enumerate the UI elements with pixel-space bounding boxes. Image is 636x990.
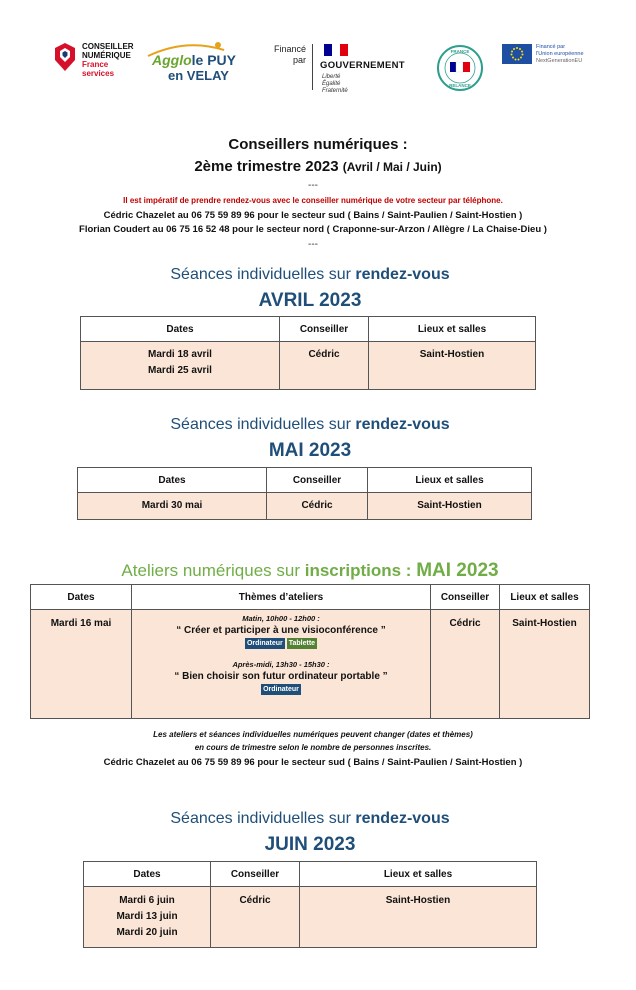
avril-header-lieux: Lieux et salles bbox=[369, 317, 536, 342]
avril-header-dates: Dates bbox=[81, 317, 280, 342]
atelier-date-cell: Mardi 16 mai bbox=[31, 610, 132, 719]
atelier-themes-cell bbox=[132, 610, 431, 719]
session2-time: Après-midi, 13h30 - 15h30 : bbox=[232, 660, 330, 669]
avril-lieu-cell: Saint-Hostien bbox=[369, 342, 536, 390]
gouvernement-logo bbox=[260, 42, 420, 94]
contact-sud: Cédric Chazelet au 06 75 59 89 96 pour le secteur sud ( Bains / Saint-Paulien / Saint-Hostien ) bbox=[103, 210, 523, 221]
ateliers-section-title: Ateliers numériques sur inscriptions : MAI 2023 bbox=[121, 560, 499, 581]
le-puy-word: le PUY bbox=[191, 52, 237, 68]
table-row bbox=[81, 342, 536, 390]
gouvernement-separator bbox=[312, 44, 313, 90]
session2-title: “ Bien choisir son futur ordinateur portable ” bbox=[174, 671, 388, 682]
conseiller-numerique-mark-icon bbox=[54, 42, 76, 72]
mai-table bbox=[77, 467, 532, 520]
juin-conseiller-cell: Cédric bbox=[211, 887, 300, 948]
conseiller-numerique-wordmark: CONSEILLER NUMÉRIQUE France services bbox=[82, 42, 134, 78]
svg-text:RELANCE: RELANCE bbox=[449, 83, 471, 88]
ateliers-header-lieux: Lieux et salles bbox=[500, 585, 590, 610]
note-contact: Cédric Chazelet au 06 75 59 89 96 pour le secteur sud ( Bains / Saint-Paulien / Saint-Hostien ) bbox=[103, 757, 523, 768]
conseiller-numerique-logo bbox=[54, 40, 134, 80]
tag-tablette: Tablette bbox=[288, 640, 316, 647]
mai-header-lieux: Lieux et salles bbox=[368, 468, 532, 493]
ateliers-header-themes: Thèmes d’ateliers bbox=[132, 585, 431, 610]
gouvernement-motto: Liberté Égalité Fraternité bbox=[322, 74, 348, 94]
juin-header-dates: Dates bbox=[84, 862, 211, 887]
atelier-conseiller-cell: Cédric bbox=[431, 610, 500, 719]
note-line2: en cours de trimestre selon le nombre de personnes inscrites. bbox=[194, 743, 432, 752]
gouvernement-label: GOUVERNEMENT bbox=[320, 60, 405, 71]
juin-lieu-cell: Saint-Hostien bbox=[300, 887, 537, 948]
juin-header-lieux: Lieux et salles bbox=[300, 862, 537, 887]
mai-section-title: Séances individuelles sur rendez-vous bbox=[170, 416, 450, 433]
atelier-lieu-cell: Saint-Hostien bbox=[500, 610, 590, 719]
juin-dates-cell: Mardi 6 juin Mardi 13 juin Mardi 20 juin bbox=[84, 887, 211, 948]
mai-lieu-cell: Saint-Hostien bbox=[368, 493, 532, 520]
note-line1: Les ateliers et séances individuelles numériques peuvent changer (dates et thèmes) bbox=[153, 730, 473, 739]
juin-table bbox=[83, 861, 537, 948]
france-relance-logo bbox=[436, 44, 484, 92]
ateliers-table bbox=[30, 584, 590, 719]
avril-dates-cell: Mardi 18 avril Mardi 25 avril bbox=[81, 342, 280, 390]
mai-dates-cell: Mardi 30 mai bbox=[78, 493, 267, 520]
page-subtitle: 2ème trimestre 2023 (Avril / Mai / Juin) bbox=[194, 158, 442, 175]
union-europeenne-logo bbox=[502, 44, 602, 68]
table-row bbox=[78, 493, 532, 520]
eu-label: Financé par l'Union européenne NextGenerationEU bbox=[536, 44, 584, 64]
avril-header-conseiller: Conseiller bbox=[280, 317, 369, 342]
avril-conseiller-cell: Cédric bbox=[280, 342, 369, 390]
agglo-word: Agglo bbox=[152, 52, 192, 68]
juin-section-title: Séances individuelles sur rendez-vous bbox=[170, 810, 450, 827]
session1-time: Matin, 10h00 - 12h00 : bbox=[242, 614, 320, 623]
separator-top: --- bbox=[308, 180, 318, 191]
mai-month-title: MAI 2023 bbox=[268, 440, 352, 461]
finance-par-label: Financé par bbox=[273, 44, 306, 65]
table-row bbox=[31, 610, 590, 719]
en-velay-word: en VELAY bbox=[168, 68, 229, 83]
session1-title: “ Créer et participer à une visioconférence ” bbox=[176, 625, 386, 636]
svg-text:FRANCE: FRANCE bbox=[450, 49, 470, 54]
juin-month-title: JUIN 2023 bbox=[264, 834, 356, 855]
ateliers-header-dates: Dates bbox=[31, 585, 132, 610]
page-title: Conseillers numériques : bbox=[228, 136, 408, 153]
mai-header-dates: Dates bbox=[78, 468, 267, 493]
table-row bbox=[84, 887, 537, 948]
avril-section-title: Séances individuelles sur rendez-vous bbox=[170, 266, 450, 283]
marianne-flag-icon bbox=[324, 44, 348, 56]
eu-flag-icon bbox=[502, 44, 532, 64]
mai-conseiller-cell: Cédric bbox=[267, 493, 368, 520]
contact-nord: Florian Coudert au 06 75 16 52 48 pour le secteur nord ( Craponne-sur-Arzon / Allègre / La Chaise-Dieu ) bbox=[79, 224, 547, 235]
tag-ordinateur: Ordinateur bbox=[246, 640, 283, 647]
agglo-le-puy-logo bbox=[146, 40, 237, 84]
warning-text: Il est impératif de prendre rendez-vous avec le conseiller numérique de votre secteur par téléphone. bbox=[123, 196, 503, 205]
tag-ordinateur: Ordinateur bbox=[263, 686, 299, 693]
avril-month-title: AVRIL 2023 bbox=[258, 290, 362, 311]
separator-bottom: --- bbox=[308, 239, 318, 250]
france-relance-seal-icon bbox=[436, 44, 484, 92]
mai-header-conseiller: Conseiller bbox=[267, 468, 368, 493]
ateliers-header-conseiller: Conseiller bbox=[431, 585, 500, 610]
avril-table bbox=[80, 316, 536, 390]
juin-header-conseiller: Conseiller bbox=[211, 862, 300, 887]
